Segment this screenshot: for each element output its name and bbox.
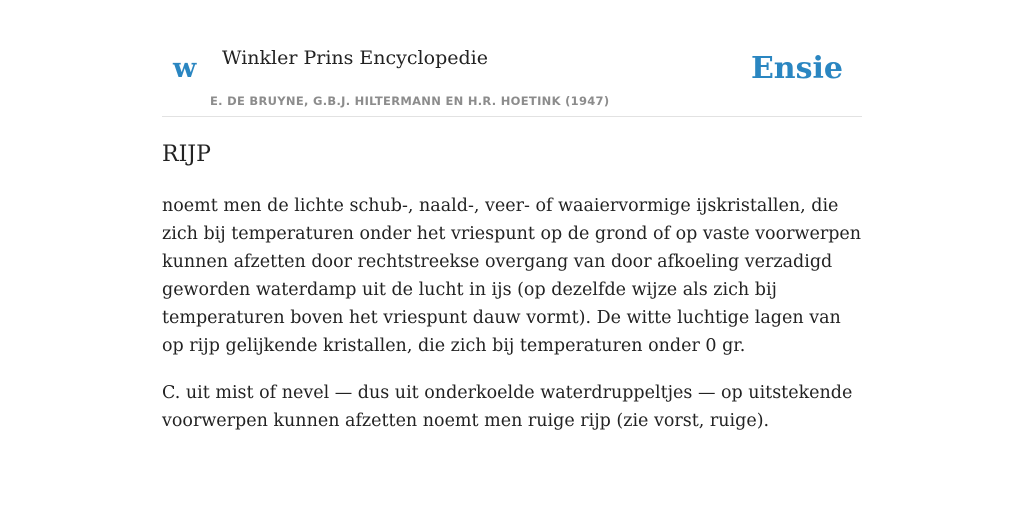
source-title[interactable]: Winkler Prins Encyclopedie (222, 47, 488, 69)
source-authors: E. DE BRUYNE, G.B.J. HILTERMANN EN H.R. HOETINK (1947) (210, 94, 610, 108)
entry-body (162, 192, 862, 454)
entry-paragraph: C. uit mist of nevel — dus uit onderkoelde waterdruppeltjes — op uitstekende voorwerpen kunnen afzetten noemt men ruige rijp (zie vorst, ruige). (162, 383, 853, 431)
brand-logo-link[interactable]: Ensie (750, 51, 843, 86)
entry-paragraph: noemt men de lichte schub-, naald-, veer- of waaiervormige ijskristallen, die zich bij temperaturen onder het vriespunt op de grond of op vaste voorwerpen kunnen afzetten door rechtstreekse overgang van door afkoeling verzadigd geworden waterdamp uit de lucht in ijs (op dezelfde wijze als zich bij temperaturen boven het vriespunt dauw vormt). De witte luchtige lagen van op rijp gelijkende kristallen, die zich bij temperaturen onder 0 gr. (162, 196, 862, 356)
entry-title: RIJP (162, 142, 211, 167)
source-logo[interactable]: w (173, 53, 197, 84)
source-header (162, 0, 862, 117)
